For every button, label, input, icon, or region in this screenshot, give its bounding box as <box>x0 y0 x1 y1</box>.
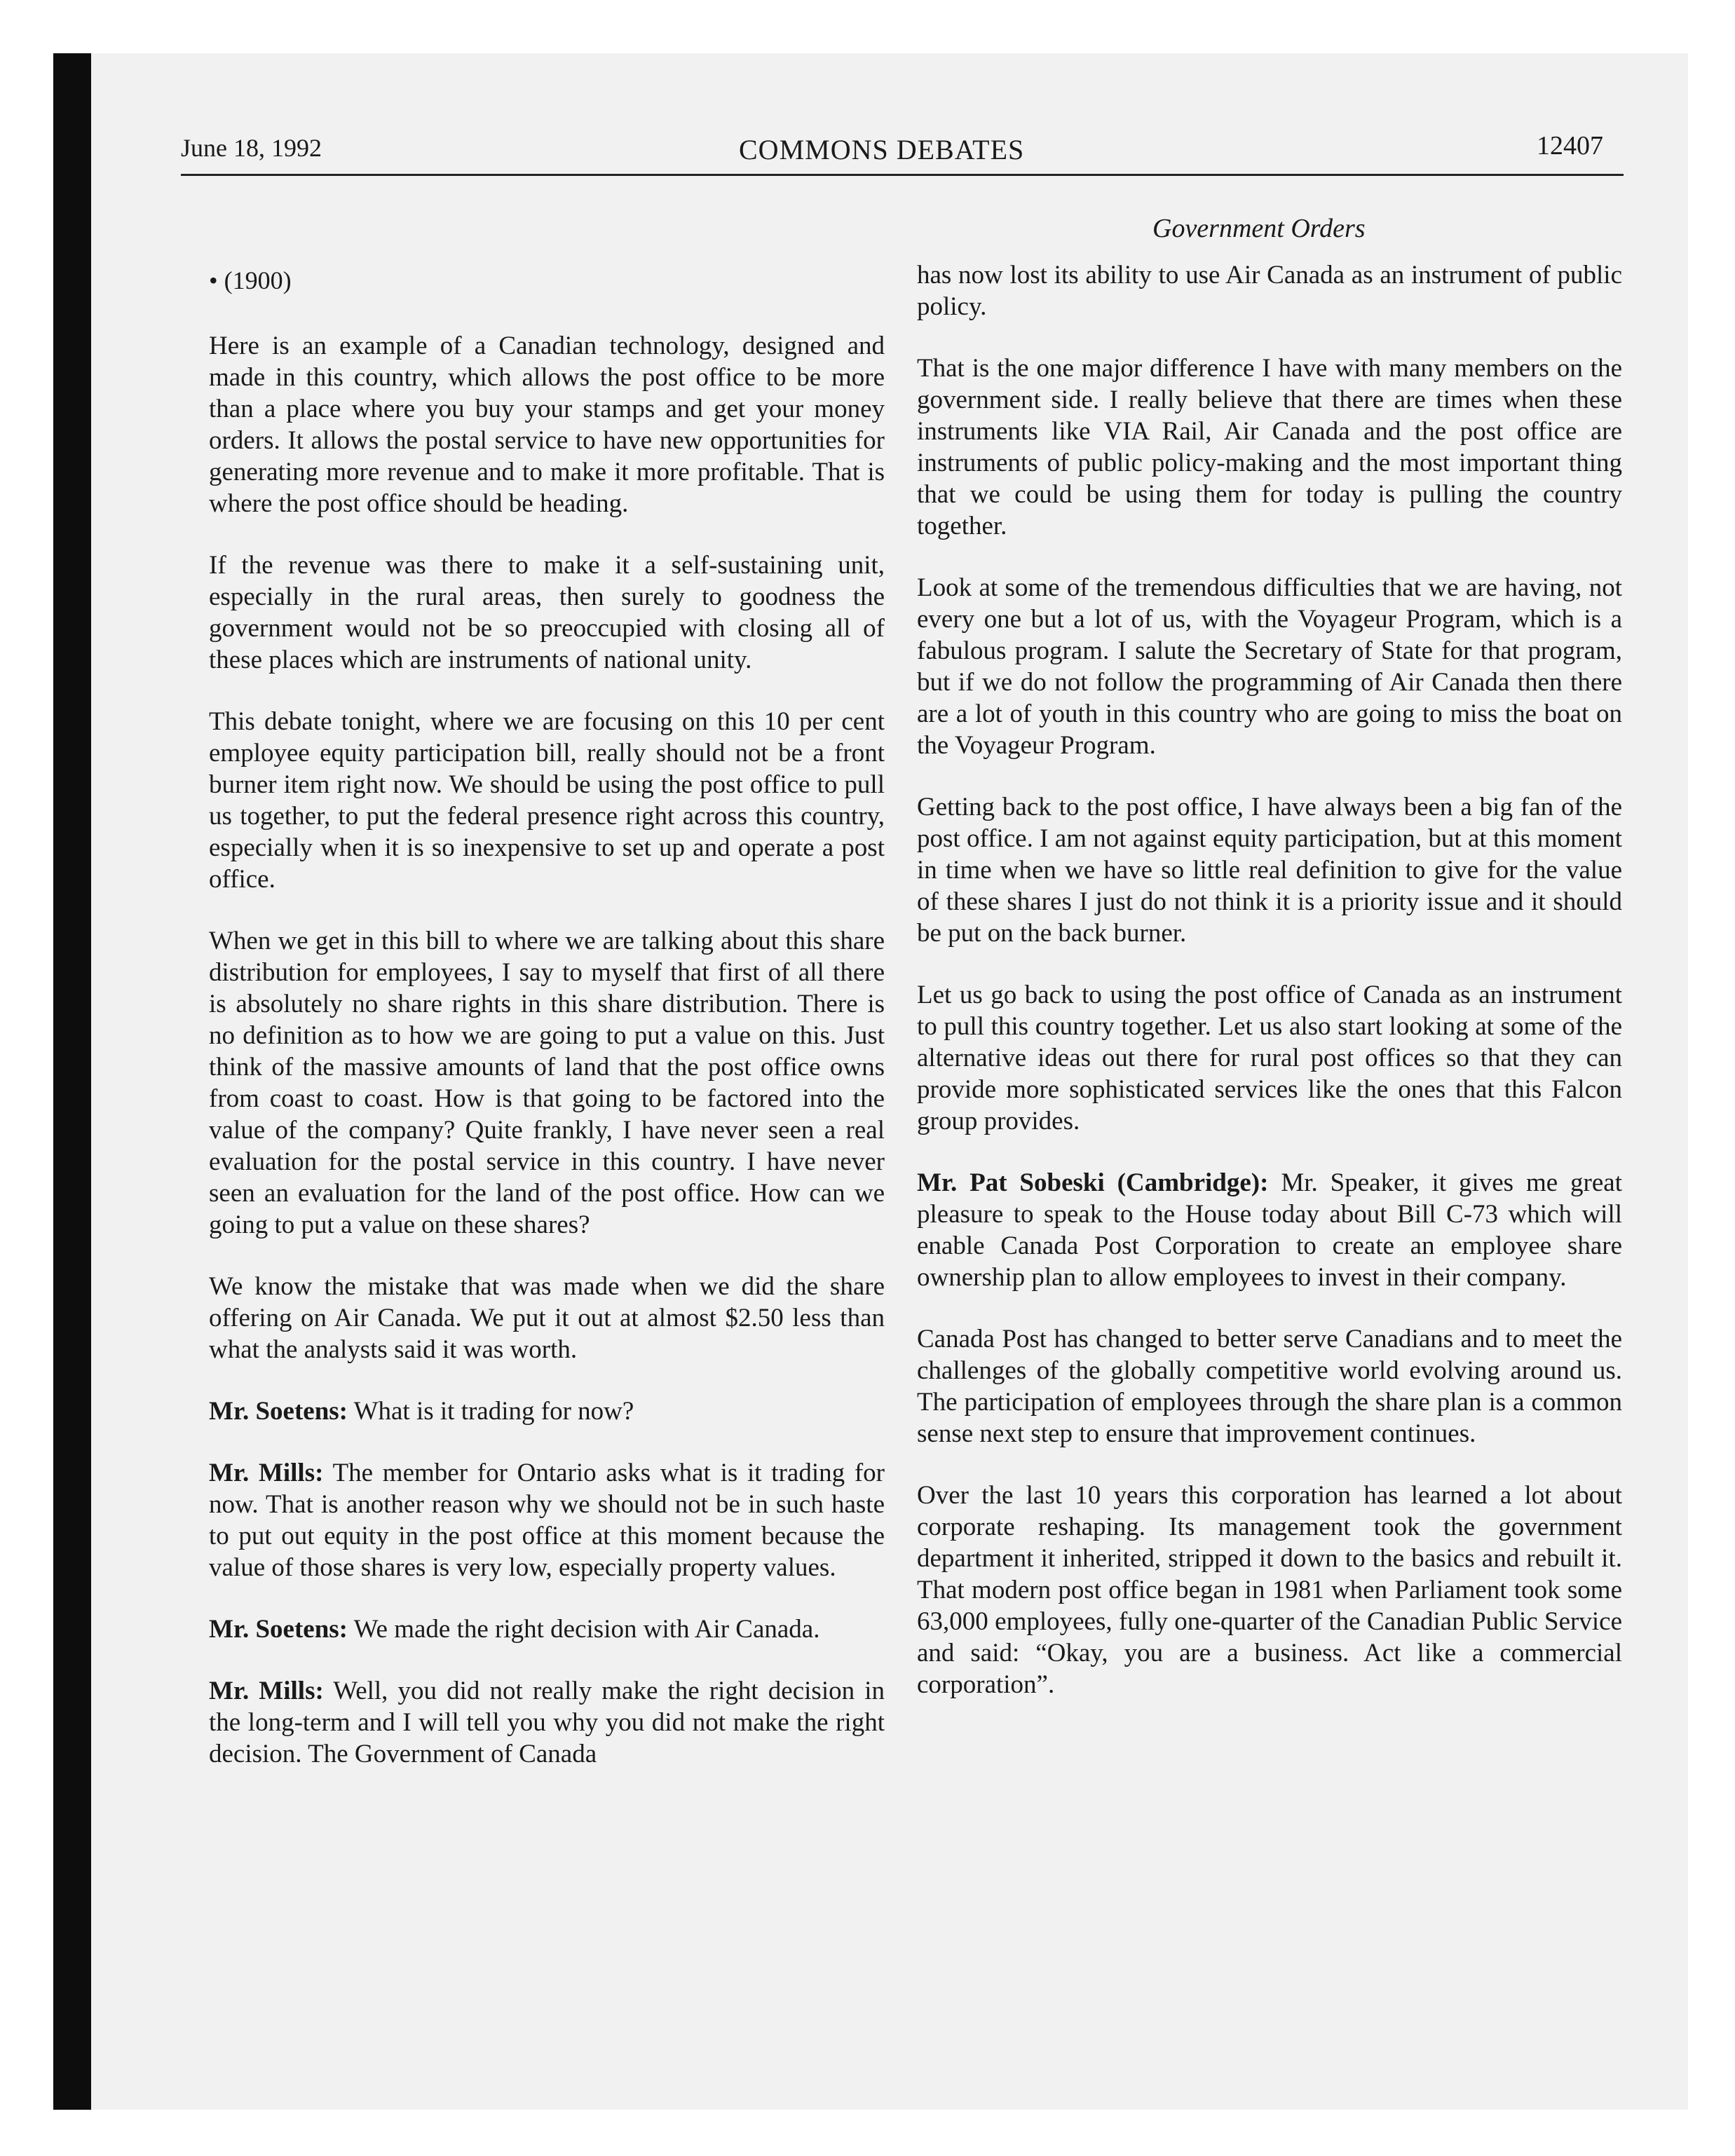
paragraph <box>209 706 885 895</box>
paragraph <box>917 1323 1622 1449</box>
left-column <box>209 265 885 1800</box>
paragraph <box>917 1480 1622 1700</box>
paragraph-text: What is it trading for now? <box>348 1397 634 1426</box>
paragraph-text: Well, you did not really make the right decision in the long-term and I will tell you why you did not make the right decision. The Government of Canada <box>209 1677 885 1768</box>
time-mark: • (1900) <box>209 266 292 294</box>
paragraph-text: has now lost its ability to use Air Canada as an instrument of public policy. <box>917 261 1622 321</box>
paragraph <box>917 353 1622 542</box>
speaker-name: Mr. Mills: <box>209 1677 324 1705</box>
header-title: COMMONS DEBATES <box>739 134 1025 165</box>
speaker-name: Mr. Mills: <box>209 1459 324 1487</box>
paragraph <box>917 572 1622 761</box>
paragraph <box>209 1271 885 1365</box>
paragraph-text: Let us go back to using the post office of Canada as an instrument to pull this country together. Let us also start looking at some of the alternative ideas out there for rural post offices so that they can provide more sophisticated services like the ones that this Falcon group provides. <box>917 981 1622 1135</box>
speaker-name: Mr. Pat Sobeski (Cambridge): <box>917 1168 1269 1197</box>
paragraph-text: Canada Post has changed to better serve Canadians and to meet the challenges of the globally competitive world evolving around us. The participation of employees through the share plan is a common sense next step to ensure that improvement continues. <box>917 1325 1622 1448</box>
page-number: 12407 <box>1537 131 1603 161</box>
paragraph <box>209 330 885 519</box>
paragraph <box>209 1613 885 1645</box>
header-date: June 18, 1992 <box>181 134 322 162</box>
paragraph <box>209 1457 885 1583</box>
right-column <box>917 259 1622 1731</box>
paragraph <box>209 925 885 1241</box>
running-head: Government Orders <box>1152 214 1366 243</box>
header-rule <box>181 174 1624 176</box>
paragraph <box>209 1396 885 1427</box>
paragraph-text: Mr. Speaker, it gives me great pleasure to speak to the House today about Bill C-73 which will enable Canada Post Corporation to create an employee share ownership plan to allow employees to invest in their company. <box>917 1168 1622 1292</box>
paragraph <box>917 979 1622 1137</box>
speaker-name: Mr. Soetens: <box>209 1615 348 1644</box>
paragraph <box>917 791 1622 949</box>
paragraph-text: We know the mistake that was made when we did the share offering on Air Canada. We put it out at almost $2.50 less than what the analysts said it was worth. <box>209 1272 885 1364</box>
scan-edge-shadow <box>53 53 91 2110</box>
paragraph-text: If the revenue was there to make it a self-sustaining unit, especially in the rural areas, then surely to goodness the government would not be so preoccupied with closing all of these places which are instruments of national unity. <box>209 551 885 674</box>
paragraph <box>917 259 1622 322</box>
paragraph <box>917 1167 1622 1293</box>
paragraph-text: That is the one major difference I have with many members on the government side. I really believe that there are times when these instruments like VIA Rail, Air Canada and the post office are instruments of public policy-making and the most important thing that we could be using them for today is pulling the country together. <box>917 354 1622 540</box>
paragraph-text: This debate tonight, where we are focusing on this 10 per cent employee equity participation bill, really should not be a front burner item right now. We should be using the post office to pull us together, to put the federal presence right across this country, especially when it is so inexpensive to set up and operate a post office. <box>209 707 885 894</box>
paragraph-text: Look at some of the tremendous difficulties that we are having, not every one but a lot of us, with the Voyageur Program, which is a fabulous program. I salute the Secretary of State for that program, but if we do not follow the programming of Air Canada then there are a lot of youth in this country who are going to miss the boat on the Voyageur Program. <box>917 573 1622 760</box>
paragraph-text: Here is an example of a Canadian technology, designed and made in this country, which allows the post office to be more than a place where you buy your stamps and get your money orders. It allows the postal service to have new opportunities for generating more revenue and to make it more profitable. That is where the post office should be heading. <box>209 332 885 518</box>
paragraph <box>209 550 885 676</box>
speaker-name: Mr. Soetens: <box>209 1397 348 1426</box>
paragraph-text: We made the right decision with Air Canada. <box>348 1615 820 1644</box>
paragraph-text: Getting back to the post office, I have always been a big fan of the post office. I am not against equity participation, but at this moment in time when we have so little real definition to give for the value of these shares I just do not think it is a priority issue and it should be put on the back burner. <box>917 793 1622 948</box>
paragraph-text: The member for Ontario asks what is it trading for now. That is another reason why we should not be in such haste to put out equity in the post office at this moment because the value of those shares is very low, especially property values. <box>209 1459 885 1582</box>
paragraph <box>209 1675 885 1770</box>
paragraph-text: Over the last 10 years this corporation has learned a lot about corporate reshaping. Its management took the government department it inherited, stripped it down to the basics and rebuilt it. That modern post office began in 1981 when Parliament took some 63,000 employees, fully one-quarter of the Canadian Public Service and said: “Okay, you are a business. Act like a commercial corporation”. <box>917 1481 1622 1699</box>
paragraph-text: When we get in this bill to where we are talking about this share distribution for employees, I say to myself that first of all there is absolutely no share rights in this share distribution. There is no definition as to how we are going to put a value on this. Just think of the massive amounts of land that the post office owns from coast to coast. How is that going to be factored into the value of the company? Quite frankly, I have never seen a real evaluation for the postal service in this country. I have never seen an evaluation for the land of the post office. How can we going to put a value on these shares? <box>209 927 885 1239</box>
